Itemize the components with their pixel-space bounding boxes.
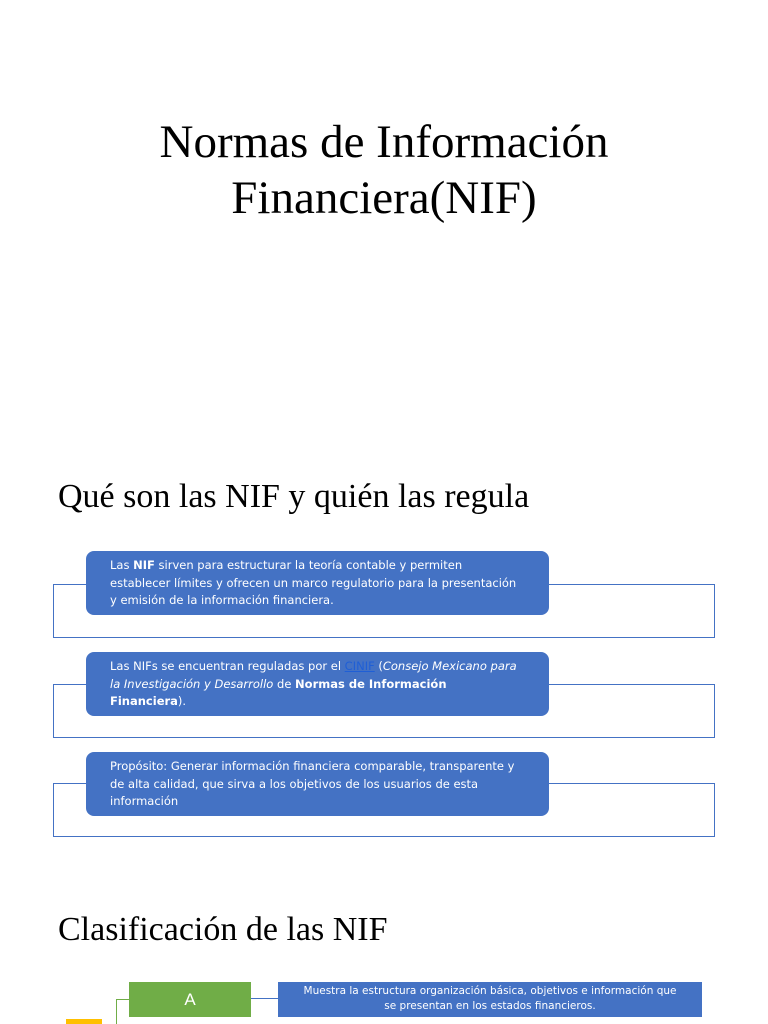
card-2-text-b: ( xyxy=(374,659,383,673)
category-a-connector xyxy=(251,998,278,999)
info-card-1 xyxy=(86,551,549,615)
category-a-description xyxy=(278,982,702,1017)
yellow-marker xyxy=(66,1019,102,1024)
card-2-text-d: ). xyxy=(177,694,187,708)
card-1-text-a: Las xyxy=(110,558,134,572)
card-1-bold-nif: NIF xyxy=(133,558,155,572)
info-card-2 xyxy=(86,652,549,716)
card-2-text-a: Las NIFs se encuentran reguladas por el xyxy=(110,659,345,673)
info-card-3 xyxy=(86,752,549,816)
card-1-text-b: sirven para estructurar la teoría contable y permiten establecer límites y ofrecen un marco regulatorio para la presentación y emisión de la información financiera. xyxy=(110,558,517,607)
title-line-1: Normas de Información xyxy=(159,116,609,168)
category-a-desc-line-2: se presentan en los estados financieros. xyxy=(384,1000,596,1012)
category-a-desc-line-1: Muestra la estructura organización básica, objetivos e información que xyxy=(303,985,677,997)
tree-connector-vertical xyxy=(116,999,117,1024)
cinif-link[interactable]: CINIF xyxy=(344,659,375,673)
page-title xyxy=(0,114,768,226)
section-heading-que-son: Qué son las NIF y quién las regula xyxy=(58,478,530,515)
category-a-box: A xyxy=(129,982,251,1017)
card-2-italic: Consejo Mexicano para la Investigación y Desarrollo xyxy=(110,659,517,691)
section-heading-clasificacion: Clasificación de las NIF xyxy=(58,911,388,948)
card-2-bold: Normas de Información Financiera xyxy=(110,676,447,708)
card-3-text: Propósito: Generar información financiera comparable, transparente y de alta calidad, que sirva a los objetivos de los usuarios de esta información xyxy=(110,759,515,808)
tree-connector-horizontal xyxy=(116,999,129,1000)
card-2-text-c: de xyxy=(273,676,296,691)
title-line-2: Financiera(NIF) xyxy=(231,172,537,224)
